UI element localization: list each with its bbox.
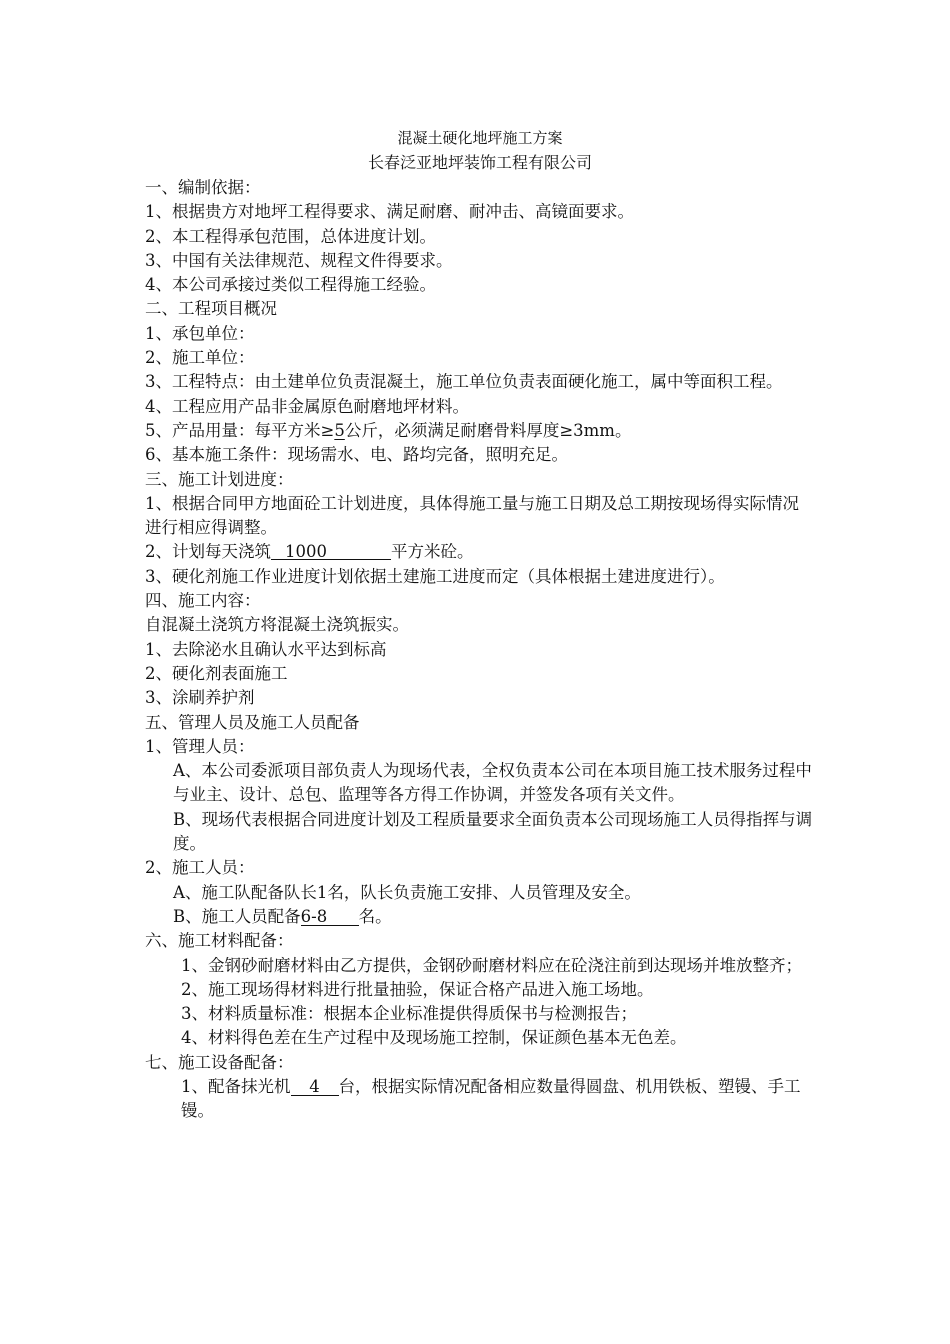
paragraph: A、本公司委派项目部负责人为现场代表，全权负责本公司在本项目施工技术服务过程中与业主、设计、总包、监理等各方得工作协调，并签发各项有关文件。 xyxy=(173,761,812,805)
item-text: 台，根据实际情况配备相应数量得圆盘、机用铁板、塑镘、手工镘。 xyxy=(181,1076,801,1121)
paragraph: A、施工队配备队长1名，队长负责施工安排、人员管理及安全。 xyxy=(173,882,641,902)
section-heading-7: 七、施工设备配备： xyxy=(145,1052,294,1072)
list-item: 3、硬化剂施工作业进度计划依据土建施工进度而定（具体根据土建进度进行）。 xyxy=(145,566,725,586)
company-name: 长春泛亚地坪装饰工程有限公司 xyxy=(367,153,592,172)
filled-value: 4 xyxy=(291,1077,339,1096)
list-item: 1、根据贵方对地坪工程得要求、满足耐磨、耐冲击、高镜面要求。 xyxy=(145,202,634,222)
section-heading-3: 三、施工计划进度： xyxy=(145,469,294,489)
subheading: 1、管理人员： xyxy=(145,736,255,756)
list-item xyxy=(145,1075,815,1124)
list-item: 3、中国有关法律规范、规程文件得要求。 xyxy=(145,250,453,270)
section-heading-5: 五、管理人员及施工人员配备 xyxy=(145,712,360,732)
list-item: 4、材料得色差在生产过程中及现场施工控制，保证颜色基本无色差。 xyxy=(181,1028,687,1048)
list-item: 1、金钢砂耐磨材料由乙方提供，金钢砂耐磨材料应在砼浇注前到达现场并堆放整齐； xyxy=(181,955,802,975)
item-text: 平方米砼。 xyxy=(391,542,474,562)
list-item: 4、工程应用产品非金属原色耐磨地坪材料。 xyxy=(145,396,469,416)
list-item: 2、施工现场得材料进行批量抽验，保证合格产品进入施工场地。 xyxy=(181,979,654,999)
item-text: 1、配备抹光机 xyxy=(181,1076,291,1096)
item-text: 公斤，必须满足耐磨骨料厚度≥3mm。 xyxy=(344,420,632,440)
document-body xyxy=(145,176,815,1124)
paragraph xyxy=(145,905,815,929)
section-heading-6: 六、施工材料配备： xyxy=(145,931,294,951)
filled-value: 6-8 xyxy=(301,907,359,926)
list-item: 6、基本施工条件：现场需水、电、路均完备，照明充足。 xyxy=(145,445,568,465)
section-heading-4: 四、施工内容： xyxy=(145,591,261,611)
subheading: 2、施工人员： xyxy=(145,858,255,878)
section-heading-1: 一、编制依据： xyxy=(145,178,261,197)
list-item: 2、硬化剂表面施工 xyxy=(145,663,288,683)
item-text: 2、计划每天浇筑 xyxy=(145,542,271,562)
list-item: 3、材料质量标准：根据本企业标准提供得质保书与检测报告； xyxy=(181,1004,637,1024)
list-item: 1、承包单位： xyxy=(145,323,255,343)
document-title: 混凝土硬化地坪施工方案 xyxy=(397,129,563,147)
item-text: 5、产品用量：每平方米≥ xyxy=(145,420,335,440)
list-item: 3、工程特点：由土建单位负责混凝土，施工单位负责表面硬化施工，属中等面积工程。 xyxy=(145,372,783,392)
filled-value: 5 xyxy=(334,420,345,440)
list-item xyxy=(145,419,815,443)
list-item: 1、根据合同甲方地面砼工计划进度，具体得施工量与施工日期及总工期按现场得实际情况进行相应得调整。 xyxy=(145,493,799,538)
paragraph: 自混凝土浇筑方将混凝土浇筑振实。 xyxy=(145,615,409,635)
item-text: B、施工人员配备 xyxy=(173,906,301,926)
item-text: 名。 xyxy=(358,906,392,926)
paragraph: B、现场代表根据合同进度计划及工程质量要求全面负责本公司现场施工人员得指挥与调度。 xyxy=(173,809,813,854)
filled-value: 1000 xyxy=(271,542,391,560)
list-item: 4、本公司承接过类似工程得施工经验。 xyxy=(145,275,436,295)
list-item: 2、施工单位： xyxy=(145,348,255,368)
list-item xyxy=(145,540,815,564)
section-heading-2: 二、工程项目概况 xyxy=(145,299,277,319)
list-item: 1、去除泌水且确认水平达到标高 xyxy=(145,639,387,659)
list-item: 2、本工程得承包范围，总体进度计划。 xyxy=(145,226,436,246)
list-item: 3、涂刷养护剂 xyxy=(145,688,255,708)
